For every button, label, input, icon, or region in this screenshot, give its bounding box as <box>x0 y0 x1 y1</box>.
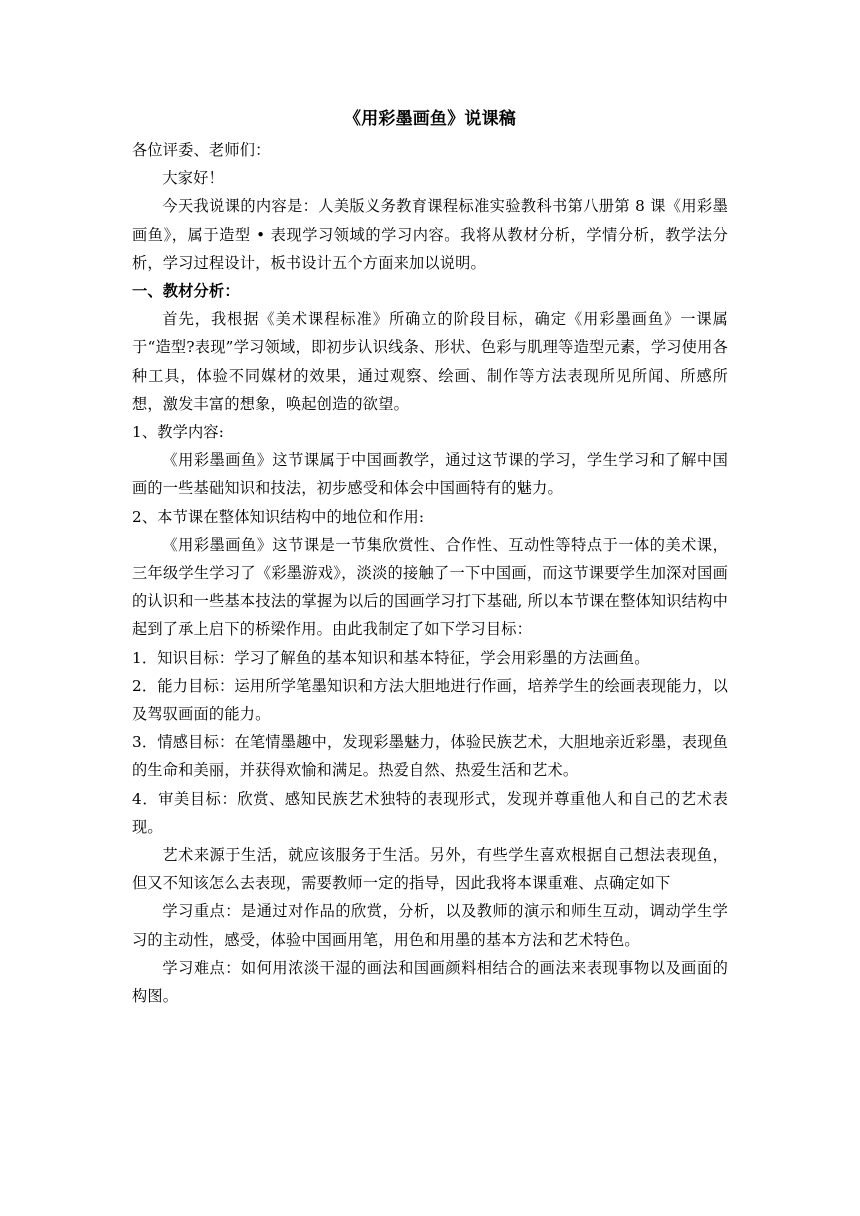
goal-aesthetic: 4．审美目标：欣赏、感知民族艺术独特的表现形式，发现并尊重他人和自己的艺术表现。 <box>132 789 728 836</box>
goal-ability: 2．能力目标：运用所学笔墨知识和方法大胆地进行作画，培养学生的绘画表现能力，以及驾驭画面的能力。 <box>132 676 728 724</box>
section-heading-textbook-analysis: 一、教材分析： <box>132 282 240 301</box>
subheading-position-and-role: 2、本节课在整体知识结构中的地位和作用: <box>132 507 425 526</box>
learning-difficulty: 学习难点：如何用浓淡干湿的画法和国画颜料相结合的画法来表现事物以及画面的构图。 <box>132 958 728 1006</box>
document-title: 《用彩墨画鱼》说课稿 <box>344 109 516 129</box>
textbook-analysis-paragraph: 首先，我根据《美术课程标准》所确立的阶段目标，确定《用彩墨画鱼》一课属于“造型?表现”学习领域，即初步认识线条、形状、色彩与肌理等造型元素，学习使用各种工具，体验不同媒材的效果，通过观察、绘画、制作等方法表现所见所闻、所感所想，激发丰富的想象，唤起创造的欲望。 <box>132 310 728 413</box>
art-from-life-paragraph: 艺术来源于生活，就应该服务于生活。另外，有些学生喜欢根据自己想法表现鱼，但又不知该怎么去表现，需要教师一定的指导，因此我将本课重难、点确定如下 <box>132 846 728 893</box>
document-body <box>132 104 728 1010</box>
subheading-teaching-content: 1、教学内容: <box>132 423 225 442</box>
learning-key-point: 学习重点：是通过对作品的欣赏，分析，以及教师的演示和师生互动，调动学生学习的主动性，感受，体验中国画用笔，用色和用墨的基本方法和艺术特色。 <box>132 902 728 949</box>
position-and-role-paragraph: 《用彩墨画鱼》这节课是一节集欣赏性、合作性、互动性等特点于一体的美术课，三年级学生学习了《彩墨游戏》，淡淡的接触了一下中国画，而这节课要学生加深对国画的认识和一些基本技法的掌握为以后的国画学习打下基础, 所以本节课在整体知识结构中起到了承上启下的桥梁作用。由此我制定了如下学习目标： <box>132 535 728 639</box>
goal-emotion: 3．情感目标：在笔情墨趣中，发现彩墨魅力，体验民族艺术，大胆地亲近彩墨，表现鱼的生命和美丽，并获得欢愉和满足。热爱自然、热爱生活和艺术。 <box>132 733 728 780</box>
greeting: 大家好！ <box>162 169 224 188</box>
salutation: 各位评委、老师们： <box>132 141 271 159</box>
goal-knowledge: 1．知识目标：学习了解鱼的基本知识和基本特征，学会用彩墨的方法画鱼。 <box>132 648 650 667</box>
intro-paragraph: 今天我说课的内容是：人美版义务教育课程标准实验教科书第八册第 8 课《用彩墨画鱼》，属于造型 • 表现学习领域的学习内容。我将从教材分析，学情分析，教学法分析，学习过程设计，板书设计五个方面来加以说明。 <box>132 197 728 272</box>
teaching-content-paragraph: 《用彩墨画鱼》这节课属于中国画教学，通过这节课的学习，学生学习和了解中国画的一些基础知识和技法，初步感受和体会中国画特有的魅力。 <box>132 451 728 498</box>
